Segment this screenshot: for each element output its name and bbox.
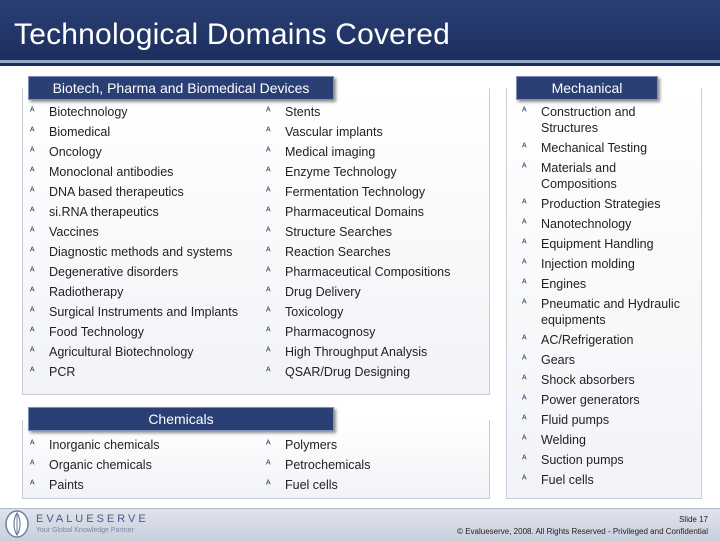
bullet-icon: ᴬ [266, 346, 271, 357]
list-item [522, 160, 694, 192]
chemicals-label: Chemicals [28, 407, 334, 431]
list-item-label: Paints [49, 478, 84, 492]
list-item [522, 452, 694, 468]
list-item-label: Medical imaging [285, 145, 376, 159]
list-item [30, 264, 250, 280]
list-item-label: Oncology [49, 145, 102, 159]
list-item-label: Shock absorbers [541, 373, 635, 387]
list-item-label: AC/Refrigeration [541, 333, 634, 347]
list-item [30, 304, 250, 320]
list-item-label: Surgical Instruments and Implants [49, 305, 238, 319]
list-item [522, 332, 694, 348]
list-item [522, 412, 694, 428]
mechanical-list [522, 104, 694, 492]
bullet-icon: ᴬ [522, 238, 527, 249]
bullet-icon: ᴬ [522, 162, 527, 173]
list-item [30, 184, 250, 200]
chemicals-list-2 [266, 437, 466, 497]
list-item-label: Food Technology [49, 325, 144, 339]
bullet-icon: ᴬ [522, 474, 527, 485]
bullet-icon: ᴬ [30, 206, 35, 217]
bullet-icon: ᴬ [30, 306, 35, 317]
bullet-icon: ᴬ [266, 326, 271, 337]
list-item-label: Radiotherapy [49, 285, 124, 299]
bullet-icon: ᴬ [266, 266, 271, 277]
list-item-label: PCR [49, 365, 76, 379]
list-item-label: Toxicology [285, 305, 344, 319]
bullet-icon: ᴬ [266, 479, 271, 490]
list-item [30, 437, 250, 453]
bullet-icon: ᴬ [522, 218, 527, 229]
list-item-label: Structure Searches [285, 225, 392, 239]
chemicals-list-1 [30, 437, 250, 497]
list-item [30, 244, 250, 260]
list-item [522, 352, 694, 368]
bullet-icon: ᴬ [30, 266, 35, 277]
list-item [30, 144, 250, 160]
bullet-icon: ᴬ [266, 206, 271, 217]
logo-text: EVALUESERVE [36, 513, 149, 525]
list-item [30, 164, 250, 180]
list-item [30, 457, 250, 473]
list-item-label: Monoclonal antibodies [49, 165, 174, 179]
list-item-label: Pharmaceutical Compositions [285, 265, 451, 279]
list-item [266, 477, 466, 493]
list-item [30, 124, 250, 140]
list-item [522, 216, 694, 232]
mechanical-label: Mechanical [516, 76, 658, 100]
logo-tagline: Your Global Knowledge Partner [36, 527, 134, 534]
list-item [266, 144, 466, 160]
list-item-label: Inorganic chemicals [49, 438, 160, 452]
bullet-icon: ᴬ [522, 142, 527, 153]
bullet-icon: ᴬ [266, 306, 271, 317]
list-item-label: Biomedical [49, 125, 111, 139]
list-item-label: Enzyme Technology [285, 165, 397, 179]
list-item-label: Biotechnology [49, 105, 128, 119]
bullet-icon: ᴬ [522, 298, 527, 309]
bullet-icon: ᴬ [522, 434, 527, 445]
list-item-label: Engines [541, 277, 587, 291]
list-item [522, 236, 694, 252]
list-item [30, 284, 250, 300]
list-item-label: Diagnostic methods and systems [49, 245, 233, 259]
list-item-label: Vascular implants [285, 125, 383, 139]
bullet-icon: ᴬ [30, 106, 35, 117]
list-item [522, 140, 694, 156]
bullet-icon: ᴬ [266, 459, 271, 470]
list-item-label: Stents [285, 105, 321, 119]
biotech-label: Biotech, Pharma and Biomedical Devices [28, 76, 334, 100]
list-item [266, 124, 466, 140]
title-bar [0, 0, 720, 66]
list-item [522, 104, 694, 136]
title-underline [0, 60, 720, 63]
bullet-icon: ᴬ [30, 226, 35, 237]
list-item [266, 244, 466, 260]
bullet-icon: ᴬ [266, 146, 271, 157]
list-item [30, 324, 250, 340]
list-item-label: Fuel cells [541, 473, 594, 487]
bullet-icon: ᴬ [266, 439, 271, 450]
list-item-label: Power generators [541, 393, 640, 407]
list-item-label: Gears [541, 353, 576, 367]
list-item [522, 296, 694, 328]
list-item [266, 364, 466, 380]
list-item [266, 204, 466, 220]
biotech-list-2 [266, 104, 466, 384]
bullet-icon: ᴬ [30, 479, 35, 490]
bullet-icon: ᴬ [266, 166, 271, 177]
list-item [522, 432, 694, 448]
list-item-label: Pharmacognosy [285, 325, 376, 339]
list-item [266, 304, 466, 320]
bullet-icon: ᴬ [522, 374, 527, 385]
list-item-label: Degenerative disorders [49, 265, 179, 279]
list-item [522, 392, 694, 408]
slide-number: Slide 17 [679, 515, 708, 524]
list-item-label: Pharmaceutical Domains [285, 205, 424, 219]
bullet-icon: ᴬ [30, 146, 35, 157]
list-item-label: Fermentation Technology [285, 185, 426, 199]
list-item-label: QSAR/Drug Designing [285, 365, 411, 379]
list-item-label: Welding [541, 433, 586, 447]
list-item [30, 224, 250, 240]
bullet-icon: ᴬ [30, 246, 35, 257]
list-item [30, 364, 250, 380]
bullet-icon: ᴬ [266, 106, 271, 117]
list-item-label: High Throughput Analysis [285, 345, 428, 359]
biotech-list-1 [30, 104, 250, 384]
list-item [522, 276, 694, 292]
list-item-label: Injection molding [541, 257, 635, 271]
list-item [522, 196, 694, 212]
list-item-label: Petrochemicals [285, 458, 371, 472]
bullet-icon: ᴬ [30, 126, 35, 137]
list-item-label: Materials and Compositions [541, 161, 617, 191]
bullet-icon: ᴬ [30, 286, 35, 297]
bullet-icon: ᴬ [522, 106, 527, 117]
list-item-label: Construction and Structures [541, 105, 636, 135]
bullet-icon: ᴬ [522, 334, 527, 345]
bullet-icon: ᴬ [266, 126, 271, 137]
list-item-label: Suction pumps [541, 453, 624, 467]
list-item-label: Agricultural Biotechnology [49, 345, 194, 359]
bullet-icon: ᴬ [30, 439, 35, 450]
list-item [522, 256, 694, 272]
bullet-icon: ᴬ [30, 166, 35, 177]
list-item-label: Reaction Searches [285, 245, 391, 259]
list-item-label: Mechanical Testing [541, 141, 648, 155]
list-item [266, 184, 466, 200]
list-item-label: Vaccines [49, 225, 99, 239]
list-item-label: Pneumatic and Hydraulic equipments [541, 297, 680, 327]
list-item [266, 164, 466, 180]
bullet-icon: ᴬ [266, 186, 271, 197]
list-item-label: Organic chemicals [49, 458, 152, 472]
bullet-icon: ᴬ [522, 354, 527, 365]
bullet-icon: ᴬ [30, 186, 35, 197]
bullet-icon: ᴬ [522, 258, 527, 269]
list-item [266, 104, 466, 120]
list-item-label: Drug Delivery [285, 285, 361, 299]
list-item [266, 264, 466, 280]
bullet-icon: ᴬ [522, 198, 527, 209]
list-item-label: Production Strategies [541, 197, 661, 211]
bullet-icon: ᴬ [30, 346, 35, 357]
list-item [30, 204, 250, 220]
bullet-icon: ᴬ [30, 366, 35, 377]
list-item-label: Equipment Handling [541, 237, 654, 251]
bullet-icon: ᴬ [266, 286, 271, 297]
copyright-text: © Evalueserve, 2008. All Rights Reserved - Privileged and Confidential [457, 527, 708, 536]
list-item [266, 344, 466, 360]
list-item-label: Fluid pumps [541, 413, 610, 427]
list-item-label: Nanotechnology [541, 217, 632, 231]
list-item-label: si.RNA therapeutics [49, 205, 159, 219]
bullet-icon: ᴬ [30, 459, 35, 470]
bullet-icon: ᴬ [266, 226, 271, 237]
list-item [522, 372, 694, 388]
list-item-label: Fuel cells [285, 478, 338, 492]
bullet-icon: ᴬ [266, 366, 271, 377]
bullet-icon: ᴬ [522, 414, 527, 425]
evalueserve-logo-icon [4, 510, 30, 538]
list-item-label: DNA based therapeutics [49, 185, 184, 199]
bullet-icon: ᴬ [522, 278, 527, 289]
list-item-label: Polymers [285, 438, 338, 452]
bullet-icon: ᴬ [522, 454, 527, 465]
list-item [266, 224, 466, 240]
page-title: Technological Domains Covered [14, 18, 451, 51]
bullet-icon: ᴬ [266, 246, 271, 257]
list-item [522, 472, 694, 488]
list-item [30, 477, 250, 493]
bullet-icon: ᴬ [30, 326, 35, 337]
list-item [266, 284, 466, 300]
bullet-icon: ᴬ [522, 394, 527, 405]
list-item [266, 437, 466, 453]
list-item [266, 324, 466, 340]
list-item [30, 104, 250, 120]
list-item [30, 344, 250, 360]
list-item [266, 457, 466, 473]
